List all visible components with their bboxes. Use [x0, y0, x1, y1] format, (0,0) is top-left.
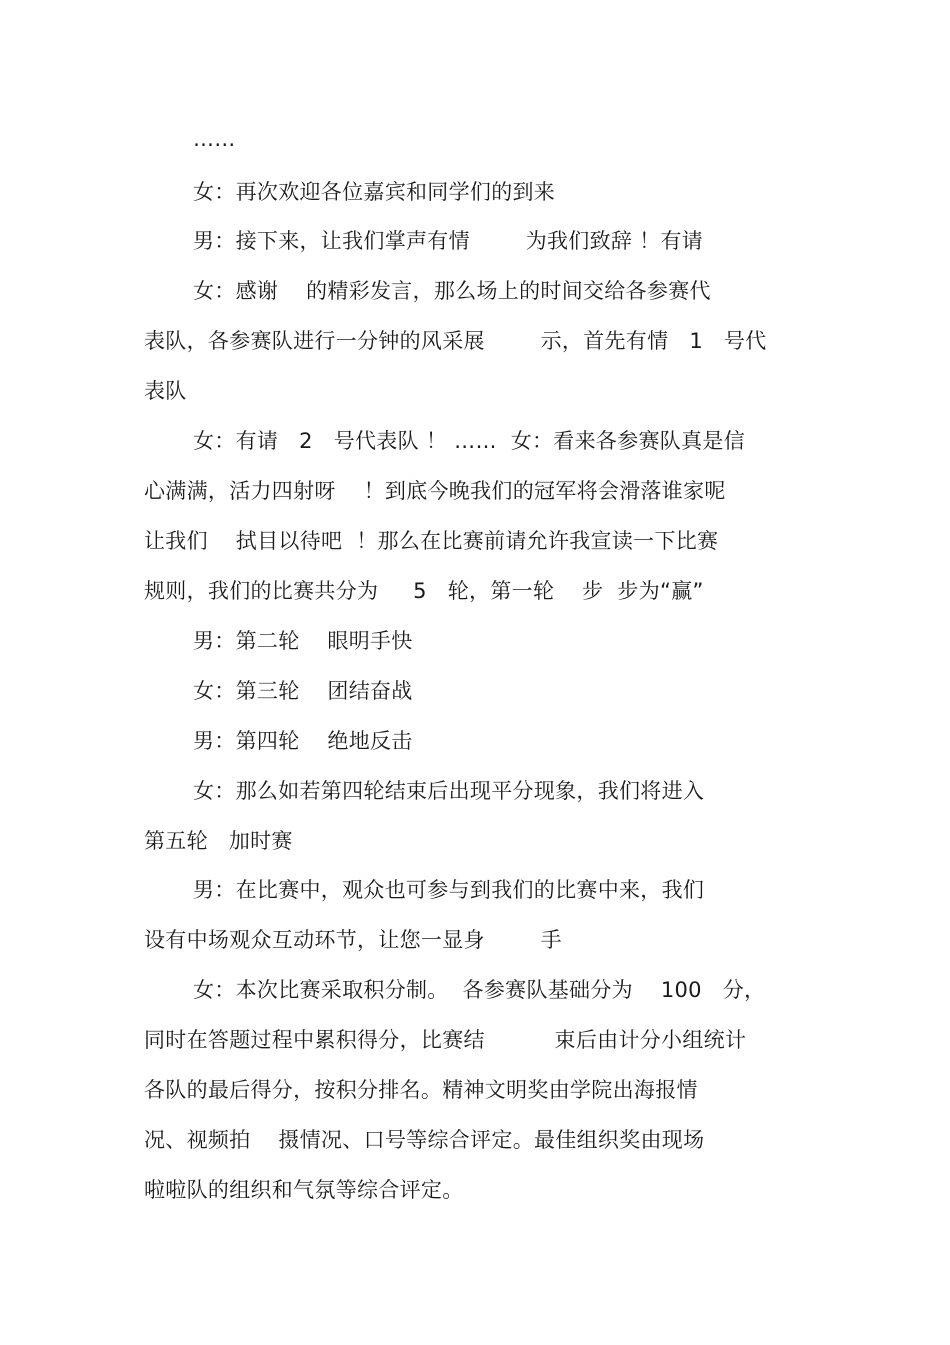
text-line: 女：感谢 的精彩发言，那么场上的时间交给各参赛代 [193, 279, 711, 303]
text-line: 心满满，活力四射呀 ！到底今晚我们的冠军将会滑落谁家呢 [144, 479, 726, 503]
text-line: 第五轮 加时赛 [144, 829, 293, 853]
text-line: 女：再次欢迎各位嘉宾和同学们的到来 [193, 180, 556, 204]
text-line: 况、视频拍 摄情况、口号等综合评定。最佳组织奖由现场 [144, 1128, 705, 1152]
text-line: 规则，我们的比赛共分为 5 轮，第一轮 步 步为“赢” [144, 579, 704, 603]
text-line: 女：本次比赛采取积分制。 各参赛队基础分为 100 分， [193, 978, 766, 1002]
text-line: 女：第三轮 团结奋战 [193, 679, 413, 703]
text-line: 女：那么如若第四轮结束后出现平分现象，我们将进入 [193, 779, 705, 803]
text-line: 设有中场观众互动环节，让您一显身 手 [144, 928, 562, 952]
text-line: 各队的最后得分，按积分排名。精神文明奖由学院出海报情 [144, 1078, 698, 1102]
text-line: 表队，各参赛队进行一分钟的风采展 示，首先有情 1 号代 [144, 329, 767, 353]
text-line: 表队 [144, 379, 187, 403]
text-line: 男：接下来，让我们掌声有情 为我们致辞 ！有请 [193, 229, 704, 253]
text-line-ellipsis: …… [193, 127, 236, 151]
text-line: 男：在比赛中，观众也可参与到我们的比赛中来，我们 [193, 878, 705, 902]
text-line: 女：有请 2 号代表队 ！ …… 女：看来各参赛队真是信 [193, 429, 746, 453]
text-line: 男：第二轮 眼明手快 [193, 629, 413, 653]
text-line: 男：第四轮 绝地反击 [193, 729, 413, 753]
text-line: 啦啦队的组织和气氛等综合评定。 [144, 1178, 464, 1202]
text-line: 让我们 拭目以待吧 ！那么在比赛前请允许我宣读一下比赛 [144, 529, 719, 553]
text-line: 同时在答题过程中累积得分，比赛结 束后由计分小组统计 [144, 1028, 747, 1052]
